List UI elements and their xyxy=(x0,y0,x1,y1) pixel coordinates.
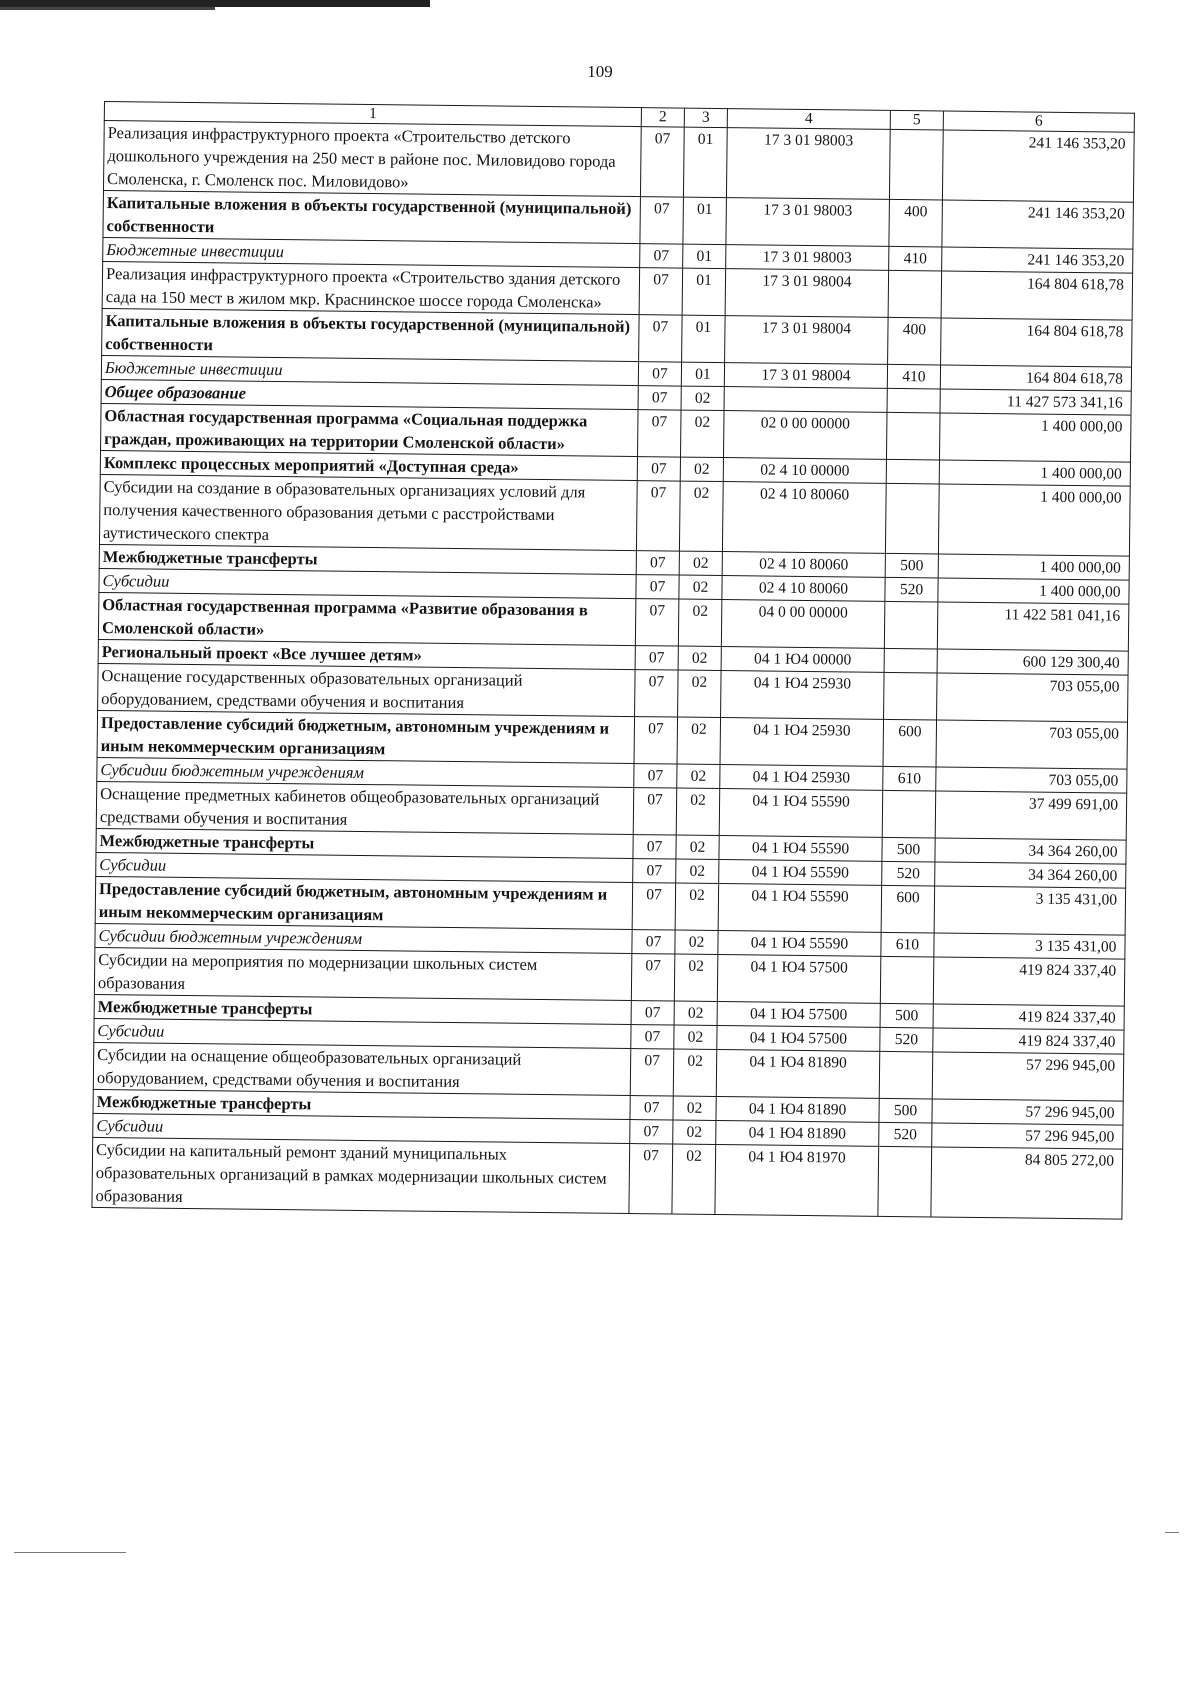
column-header: 6 xyxy=(943,111,1134,132)
subsection-code-cell: 02 xyxy=(677,717,721,764)
expense-type-cell: 520 xyxy=(879,1122,932,1147)
target-article-cell: 17 3 01 98003 xyxy=(726,245,889,271)
section-code-cell: 07 xyxy=(635,599,679,646)
target-article-cell: 04 1 Ю4 25930 xyxy=(720,718,884,767)
section-code-cell: 07 xyxy=(631,1001,674,1025)
target-article-cell: 04 1 Ю4 55590 xyxy=(718,931,881,957)
expense-type-cell xyxy=(879,1051,933,1099)
row-name-cell: Субсидии на мероприятия по модернизации школьных систем образования xyxy=(94,947,631,1000)
subsection-code-cell: 01 xyxy=(683,127,727,197)
subsection-code-cell: 02 xyxy=(673,1096,716,1120)
section-code-cell: 07 xyxy=(631,954,675,1001)
target-article-cell: 02 4 10 80060 xyxy=(722,482,886,554)
row-name-cell: Комплекс процессных мероприятий «Доступная среда» xyxy=(100,450,637,480)
row-name-cell: Субсидии бюджетным учреждениям xyxy=(95,923,632,953)
subsection-code-cell: 02 xyxy=(678,670,722,717)
amount-cell: 3 135 431,00 xyxy=(934,886,1126,935)
row-name-cell: Предоставление субсидий бюджетным, автономным учреждениям и иным некоммерческим организациям xyxy=(95,876,632,929)
subsection-code-cell: 01 xyxy=(683,197,727,244)
amount-cell: 164 804 618,78 xyxy=(941,271,1133,320)
section-code-cell: 07 xyxy=(636,481,680,551)
section-code-cell: 07 xyxy=(631,1025,674,1049)
subsection-code-cell: 01 xyxy=(683,244,726,268)
margin-line xyxy=(14,1552,126,1553)
target-article-cell: 02 4 10 80060 xyxy=(722,552,885,578)
target-article-cell: 17 3 01 98004 xyxy=(725,316,889,365)
section-code-cell: 07 xyxy=(636,551,679,575)
margin-line xyxy=(1165,1532,1179,1533)
table-row xyxy=(92,1137,1123,1219)
amount-cell: 3 135 431,00 xyxy=(934,933,1125,959)
expense-type-cell: 400 xyxy=(889,199,943,247)
expense-type-cell xyxy=(884,672,938,720)
row-name-cell: Реализация инфраструктурного проекта «Строительство здания детского сада на 150 мест в жилом мкр. Краснинское шоссе города Смоленска» xyxy=(102,261,639,314)
target-article-cell: 04 1 Ю4 55590 xyxy=(719,860,882,886)
amount-cell: 84 805 272,00 xyxy=(931,1147,1123,1219)
section-code-cell: 07 xyxy=(640,197,684,244)
subsection-code-cell: 02 xyxy=(681,386,724,410)
expense-type-cell: 500 xyxy=(885,553,938,578)
expense-type-cell xyxy=(882,790,936,838)
section-code-cell: 07 xyxy=(632,930,675,954)
row-name-cell: Капитальные вложения в объекты государственной (муниципальной) собственности xyxy=(103,190,640,243)
subsection-code-cell: 02 xyxy=(676,788,720,835)
section-code-cell: 07 xyxy=(635,646,678,670)
target-article-cell xyxy=(724,387,887,413)
subsection-code-cell: 02 xyxy=(674,954,718,1001)
table-row xyxy=(99,474,1130,556)
expense-type-cell xyxy=(884,601,938,649)
subsection-code-cell: 02 xyxy=(677,764,720,788)
row-name-cell: Бюджетные инвестиции xyxy=(103,237,640,267)
section-code-cell: 07 xyxy=(630,1120,673,1144)
row-name-cell: Межбюджетные трансферты xyxy=(96,828,633,858)
subsection-code-cell: 02 xyxy=(674,1025,717,1049)
row-name-cell: Субсидии на создание в образовательных организациях условий для получения качественного образования детьми с расстройствами аутистического спектра xyxy=(99,474,637,550)
row-name-cell: Субсидии xyxy=(93,1113,630,1143)
row-name-cell: Субсидии xyxy=(99,568,636,598)
expense-type-cell xyxy=(878,1146,932,1217)
section-code-cell: 07 xyxy=(632,883,676,930)
expense-type-cell: 500 xyxy=(880,1003,933,1028)
expense-type-cell xyxy=(888,270,942,318)
section-code-cell: 07 xyxy=(638,410,682,457)
row-name-cell: Субсидии на капитальный ремонт зданий муниципальных образовательных организаций в рамках модернизации школьных систем образования xyxy=(92,1137,630,1213)
amount-cell: 57 296 945,00 xyxy=(932,1099,1123,1125)
target-article-cell: 04 1 Ю4 57500 xyxy=(717,1026,880,1052)
subsection-code-cell: 02 xyxy=(679,481,723,551)
subsection-code-cell: 01 xyxy=(682,315,726,362)
column-header: 4 xyxy=(727,109,890,130)
row-name-cell: Субсидии на оснащение общеобразовательных организаций оборудованием, средствами обучения и воспитания xyxy=(93,1042,630,1095)
amount-cell: 34 364 260,00 xyxy=(935,862,1126,888)
budget-table xyxy=(91,101,1134,1220)
row-name-cell: Капитальные вложения в объекты государственной (муниципальной) собственности xyxy=(102,308,639,361)
scan-edge-mark xyxy=(0,7,215,10)
row-name-cell: Межбюджетные трансферты xyxy=(99,544,636,574)
target-article-cell: 17 3 01 98003 xyxy=(726,128,890,200)
expense-type-cell: 500 xyxy=(882,837,935,862)
target-article-cell: 02 4 10 00000 xyxy=(723,458,886,484)
amount-cell: 164 804 618,78 xyxy=(941,318,1133,367)
expense-type-cell xyxy=(887,388,940,413)
target-article-cell: 02 0 00 00000 xyxy=(723,411,887,460)
amount-cell: 1 400 000,00 xyxy=(939,413,1131,462)
row-name-cell: Субсидии xyxy=(96,852,633,882)
row-name-cell: Областная государственная программа «Социальная поддержка граждан, проживающих на территории Смоленской области» xyxy=(101,403,638,456)
row-name-cell: Оснащение государственных образовательных организаций оборудованием, средствами обучения и воспитания xyxy=(98,663,635,716)
expense-type-cell: 500 xyxy=(879,1098,932,1123)
subsection-code-cell: 02 xyxy=(678,646,721,670)
amount-cell: 419 824 337,40 xyxy=(933,1028,1124,1054)
amount-cell: 1 400 000,00 xyxy=(939,460,1130,486)
expense-type-cell: 520 xyxy=(882,861,935,886)
expense-type-cell xyxy=(880,956,934,1004)
section-code-cell: 07 xyxy=(635,670,679,717)
section-code-cell: 07 xyxy=(640,244,683,268)
amount-cell: 241 146 353,20 xyxy=(942,247,1133,273)
target-article-cell: 04 1 Ю4 81890 xyxy=(716,1097,879,1123)
section-code-cell: 07 xyxy=(636,575,679,599)
expense-type-cell: 610 xyxy=(883,766,936,791)
subsection-code-cell: 02 xyxy=(673,1049,717,1096)
expense-type-cell: 600 xyxy=(883,719,937,767)
row-name-cell: Реализация инфраструктурного проекта «Строительство детского дошкольного учреждения на 250 мест в районе пос. Миловидово города Смоленска, г. Смоленск пос. Миловидово» xyxy=(103,121,641,197)
target-article-cell: 04 1 Ю4 25930 xyxy=(720,765,883,791)
section-code-cell: 07 xyxy=(639,315,683,362)
amount-cell: 1 400 000,00 xyxy=(938,484,1130,556)
section-code-cell: 07 xyxy=(633,788,677,835)
expense-type-cell: 410 xyxy=(889,246,942,271)
section-code-cell: 07 xyxy=(633,835,676,859)
subsection-code-cell: 02 xyxy=(679,551,722,575)
amount-cell: 703 055,00 xyxy=(937,673,1129,722)
section-code-cell: 07 xyxy=(640,127,684,197)
subsection-code-cell: 01 xyxy=(682,268,726,315)
subsection-code-cell: 02 xyxy=(674,1001,717,1025)
target-article-cell: 04 1 Ю4 55590 xyxy=(719,836,882,862)
row-name-cell: Региональный проект «Все лучшее детям» xyxy=(98,639,635,669)
target-article-cell: 02 4 10 80060 xyxy=(722,576,885,602)
amount-cell: 37 499 691,00 xyxy=(935,791,1127,840)
column-header: 2 xyxy=(641,108,684,127)
row-name-cell: Субсидии бюджетным учреждениям xyxy=(97,757,634,787)
expense-type-cell: 410 xyxy=(887,364,940,389)
target-article-cell: 04 1 Ю4 81890 xyxy=(716,1121,879,1147)
section-code-cell: 07 xyxy=(634,764,677,788)
row-name-cell: Общее образование xyxy=(101,379,638,409)
row-name-cell: Областная государственная программа «Развитие образования в Смоленской области» xyxy=(98,592,635,645)
amount-cell: 57 296 945,00 xyxy=(932,1052,1124,1101)
subsection-code-cell: 02 xyxy=(676,835,719,859)
amount-cell: 1 400 000,00 xyxy=(938,554,1129,580)
subsection-code-cell: 02 xyxy=(680,410,724,457)
column-header: 5 xyxy=(890,110,943,130)
table-row xyxy=(103,121,1134,203)
page-number: 109 xyxy=(587,62,613,81)
expense-type-cell xyxy=(884,648,937,673)
section-code-cell: 07 xyxy=(630,1096,673,1120)
expense-type-cell: 520 xyxy=(885,577,938,602)
target-article-cell: 04 1 Ю4 00000 xyxy=(721,647,884,673)
expense-type-cell: 600 xyxy=(881,885,935,933)
amount-cell: 164 804 618,78 xyxy=(940,365,1131,391)
target-article-cell: 17 3 01 98004 xyxy=(724,363,887,389)
row-name-cell: Межбюджетные трансферты xyxy=(94,994,631,1024)
expense-type-cell xyxy=(889,129,943,200)
expense-type-cell: 610 xyxy=(881,932,934,957)
expense-type-cell: 400 xyxy=(888,317,942,365)
subsection-code-cell: 02 xyxy=(672,1144,716,1214)
column-header: 1 xyxy=(104,102,641,127)
subsection-code-cell: 02 xyxy=(676,859,719,883)
section-code-cell: 07 xyxy=(630,1049,674,1096)
target-article-cell: 04 1 Ю4 25930 xyxy=(721,671,885,720)
expense-type-cell xyxy=(886,412,940,460)
target-article-cell: 04 1 Ю4 81890 xyxy=(716,1050,880,1099)
subsection-code-cell: 02 xyxy=(679,575,722,599)
section-code-cell: 07 xyxy=(638,362,681,386)
section-code-cell: 07 xyxy=(639,268,683,315)
amount-cell: 57 296 945,00 xyxy=(932,1123,1123,1149)
target-article-cell: 04 1 Ю4 57500 xyxy=(717,1002,880,1028)
row-name-cell: Межбюджетные трансферты xyxy=(93,1089,630,1119)
target-article-cell: 17 3 01 98004 xyxy=(725,269,889,318)
subsection-code-cell: 02 xyxy=(673,1120,716,1144)
row-name-cell: Бюджетные инвестиции xyxy=(101,355,638,385)
amount-cell: 241 146 353,20 xyxy=(942,200,1134,249)
expense-type-cell xyxy=(886,459,939,484)
target-article-cell: 04 1 Ю4 81970 xyxy=(715,1145,879,1217)
subsection-code-cell: 02 xyxy=(678,599,722,646)
section-code-cell: 07 xyxy=(634,717,678,764)
row-name-cell: Субсидии xyxy=(94,1018,631,1048)
target-article-cell: 04 0 00 00000 xyxy=(721,600,885,649)
target-article-cell: 17 3 01 98003 xyxy=(726,198,890,247)
amount-cell: 11 427 573 341,16 xyxy=(940,389,1131,415)
scan-edge-mark xyxy=(0,0,430,7)
amount-cell: 703 055,00 xyxy=(936,720,1128,769)
section-code-cell: 07 xyxy=(638,386,681,410)
target-article-cell: 04 1 Ю4 57500 xyxy=(717,955,881,1004)
row-name-cell: Предоставление субсидий бюджетным, автономным учреждениям и иным некоммерческим организациям xyxy=(97,710,634,763)
subsection-code-cell: 02 xyxy=(675,930,718,954)
section-code-cell: 07 xyxy=(637,457,680,481)
amount-cell: 34 364 260,00 xyxy=(935,838,1126,864)
amount-cell: 1 400 000,00 xyxy=(938,578,1129,604)
amount-cell: 419 824 337,40 xyxy=(933,957,1125,1006)
column-header: 3 xyxy=(684,108,727,127)
amount-cell: 600 129 300,40 xyxy=(937,649,1128,675)
section-code-cell: 07 xyxy=(633,859,676,883)
expense-type-cell xyxy=(885,483,939,554)
amount-cell: 703 055,00 xyxy=(936,767,1127,793)
expense-type-cell: 520 xyxy=(880,1027,933,1052)
row-name-cell: Оснащение предметных кабинетов общеобразовательных организаций средствами обучения и воспитания xyxy=(96,781,633,834)
amount-cell: 241 146 353,20 xyxy=(942,130,1134,202)
amount-cell: 419 824 337,40 xyxy=(933,1004,1124,1030)
target-article-cell: 04 1 Ю4 55590 xyxy=(718,884,882,933)
subsection-code-cell: 02 xyxy=(680,457,723,481)
subsection-code-cell: 01 xyxy=(681,362,724,386)
target-article-cell: 04 1 Ю4 55590 xyxy=(719,789,883,838)
subsection-code-cell: 02 xyxy=(675,883,719,930)
section-code-cell: 07 xyxy=(629,1144,673,1214)
amount-cell: 11 422 581 041,16 xyxy=(937,602,1129,651)
